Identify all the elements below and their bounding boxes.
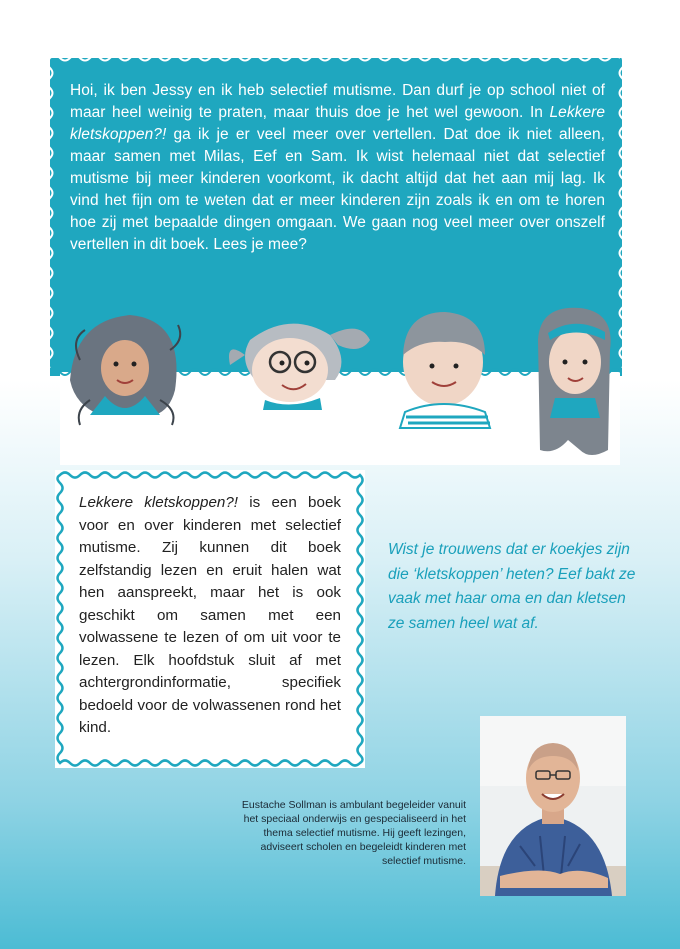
- children-illustration: [60, 300, 620, 465]
- book-title: Lekkere kletskoppen?!: [70, 104, 605, 143]
- child-eef: [400, 312, 490, 428]
- fun-fact: Wist je trouwens dat er koekjes zijn die ‘kletskoppen’ heten? Eef bakt ze vaak met haar oma en dan kletsen ze samen heel wat af.: [388, 541, 636, 632]
- description-paragraph: Lekkere kletskoppen?! is een boek voor en over kinderen met selectief mutisme. Zij kunnen dit boek zelfstandig lezen en eruit halen wat hen aanspreekt, maar het is ook geschikt om samen met een volwassene te lezen of om uit voor te lezen. Elk hoofdstuk sluit af met achtergrondinformatie, specifiek bedoeld voor de volwassenen rond het kind.: [79, 494, 341, 736]
- book-title-desc: Lekkere kletskoppen?!: [79, 494, 238, 511]
- child-sam: [538, 308, 611, 455]
- wavy-edge-left: [45, 58, 55, 376]
- author-bio: Eustache Sollman is ambulant begeleider vanuit het speciaal onderwijs en gespecialiseerd in het thema selectief mutisme. Hij geeft lezingen, adviseert scholen en begeleidt kinderen met selectief mutisme.: [241, 799, 466, 867]
- description-box: [55, 470, 365, 768]
- author-photo: [480, 716, 626, 896]
- wavy-edge-top: [50, 53, 622, 63]
- intro-paragraph: Hoi, ik ben Jessy en ik heb selectief mutisme. Dan durf je op school niet of maar heel weinig te praten, maar thuis doe je het wel gewoon. In Lekkere kletskoppen?! ga ik je er veel meer over vertellen. Dat doe ik niet alleen, maar samen met Milas, Eef en Sam. Ik wist helemaal niet dat selectief mutisme bij meer kinderen voorkomt, ik dacht altijd dat het aan mij lag. Ik vind het fijn om te weten dat er meer kinderen zijn zoals ik en om te horen hoe zij met bepaalde dingen omgaan. We gaan nog veel meer over onszelf vertellen in dit boek. Lees je mee?: [70, 82, 605, 253]
